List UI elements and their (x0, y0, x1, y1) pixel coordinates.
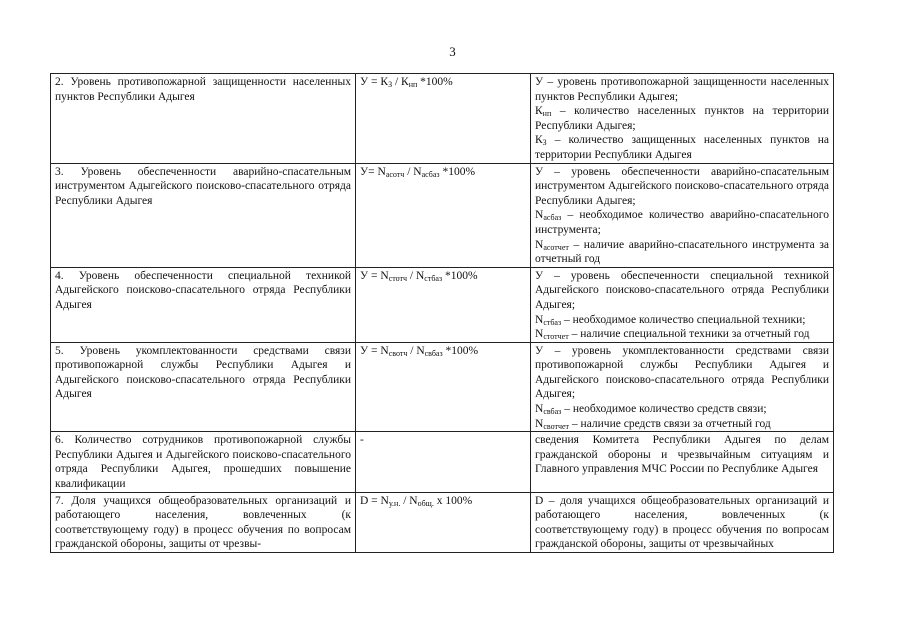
description-cell (531, 163, 834, 267)
formula-cell (356, 74, 531, 164)
indicator-cell: 7. Доля учащихся общеобразовательных организаций и работающего населения, вовлеченных (к соответствующему году) в процесс обучения по вопросам гражданской обороны, защиты от чрезвы- (51, 492, 356, 552)
formula-sub1: З (388, 80, 393, 89)
table-row (51, 267, 834, 342)
formula-cell (356, 267, 531, 342)
description-line (535, 402, 829, 417)
description-line (535, 344, 829, 402)
formula-sub1: у.н. (388, 498, 401, 508)
description-line (535, 165, 829, 209)
description-line (535, 327, 829, 342)
description-pre: У – уровень обеспеченности аварийно-спасательным инструментом Адыгейского поисково-спасательного отряда Республики Адыгея; (535, 165, 829, 207)
description-line (535, 238, 829, 267)
formula-lhs: У = N (360, 269, 389, 282)
description-sub: асотчет (543, 242, 569, 252)
description-pre: N (535, 313, 544, 326)
description-post: – необходимое количество средств связи; (561, 403, 767, 416)
formula-lhs: У= N (360, 165, 386, 178)
description-sub: стотчет (543, 332, 569, 342)
formula-sub1: свотч (388, 348, 408, 358)
description-pre: N (535, 403, 544, 416)
table-row (51, 492, 834, 552)
description-sub: свотчет (543, 421, 570, 431)
description-post: – наличие специальной техники за отчетный год (568, 328, 810, 341)
page-number: 3 (449, 44, 456, 59)
description-cell (531, 267, 834, 342)
description-post: – количество населенных пунктов на территории Республики Адыгея; (535, 105, 829, 132)
formula-sub2: общ. (417, 498, 434, 508)
formula-rhs: х 100% (433, 494, 473, 507)
description-cell (531, 74, 834, 164)
description-post: – необходимое количество специальной техники; (561, 313, 806, 326)
formula-cell (356, 432, 531, 492)
formula-lhs: - (360, 434, 364, 447)
description-cell (531, 432, 834, 492)
formula-cell (356, 492, 531, 552)
formula-mid: / N (407, 269, 425, 282)
description-line (535, 208, 829, 237)
description-line (535, 133, 829, 162)
table-row (51, 163, 834, 267)
formula-lhs: D = N (360, 494, 389, 507)
indicator-cell: 5. Уровень укомплектованности средствами связи противопожарной службы Республики Адыгея и Адыгейского поисково-спасательного отряда Республики Адыгея (51, 342, 356, 432)
description-sub: стбаз (543, 317, 562, 327)
formula-sub2: нп (408, 80, 418, 89)
description-pre: сведения Комитета Республики Адыгея по делам гражданской обороны и чрезвычайным ситуациям и Главного управления МЧС России по Республике Адыгея (535, 434, 829, 476)
description-post: – количество защищенных населенных пунктов на территории Республики Адыгея (535, 134, 829, 161)
description-pre: D – доля учащихся общеобразовательных организаций и работающего населения, вовлеченных (к соответствующему году) в процесс обучения по вопросам гражданской обороны, защиты от чрезвычайных (535, 494, 829, 551)
description-sub: З (542, 138, 547, 148)
formula-mid: / N (404, 165, 422, 178)
indicator-cell: 3. Уровень обеспеченности аварийно-спасательным инструментом Адыгейского поисково-спасательного отряда Республики Адыгея (51, 163, 356, 267)
description-pre: N (535, 209, 544, 222)
formula-rhs: *100% (442, 269, 478, 282)
indicator-cell: 6. Количество сотрудников противопожарной службы Республики Адыгея и Адыгейского поисково-спасательного отряда Республики Адыгея, прошедших повышение квалификации (51, 432, 356, 492)
formula-lhs: У = К (360, 76, 389, 88)
table-row (51, 342, 834, 432)
formula-mid: / К (392, 76, 409, 88)
description-line (535, 494, 829, 552)
formula-mid: / N (407, 344, 425, 357)
description-pre: N (535, 417, 544, 430)
formula-sub1: стотч (388, 273, 408, 283)
description-sub: свбаз (543, 407, 562, 417)
description-line (535, 104, 829, 133)
description-pre: К (535, 105, 543, 118)
formula-rhs: *100% (417, 76, 453, 88)
formula-sub2: асбаз (421, 169, 440, 179)
indicators-table (50, 73, 834, 553)
description-pre: У – уровень укомплектованности средствами связи противопожарной службы Республики Адыгея и Адыгейского поисково-спасательного отряда Республики Адыгея; (535, 344, 829, 401)
description-post: – наличие аварийно-спасательного инструмента за отчетный год (535, 238, 829, 266)
description-line (535, 313, 829, 328)
description-sub: асбаз (543, 213, 562, 223)
indicator-cell: 2. Уровень противопожарной защищенности населенных пунктов Республики Адыгея (51, 74, 356, 164)
formula-sub2: стбаз (424, 273, 443, 283)
description-line (535, 433, 829, 477)
formula-sub1: асотч (385, 169, 405, 179)
description-sub: нп (542, 109, 552, 119)
description-pre: К (535, 134, 543, 147)
formula-cell (356, 342, 531, 432)
formula-lhs: У = N (360, 344, 389, 357)
description-post: – наличие средств связи за отчетный год (569, 417, 771, 430)
description-pre: N (535, 238, 544, 251)
formula-cell (356, 163, 531, 267)
description-line (535, 75, 829, 104)
description-line (535, 417, 829, 432)
description-post: – необходимое количество аварийно-спасательного инструмента; (535, 209, 829, 236)
description-cell (531, 492, 834, 552)
indicator-cell: 4. Уровень обеспеченности специальной техникой Адыгейского поисково-спасательного отряда Республики Адыгея (51, 267, 356, 342)
description-pre: У – уровень обеспеченности специальной техникой Адыгейского поисково-спасательного отряда Республики Адыгея; (535, 269, 829, 311)
description-pre: N (535, 328, 544, 341)
formula-rhs: *100% (439, 165, 476, 178)
formula-mid: / N (400, 494, 418, 507)
formula-rhs: *100% (442, 344, 479, 357)
description-cell (531, 342, 834, 432)
description-pre: У – уровень противопожарной защищенности населенных пунктов Республики Адыгея; (535, 76, 829, 103)
description-line (535, 269, 829, 313)
table-row (51, 74, 834, 164)
table-row (51, 432, 834, 492)
formula-sub2: свбаз (424, 348, 443, 358)
indicators-table-body (51, 74, 834, 553)
